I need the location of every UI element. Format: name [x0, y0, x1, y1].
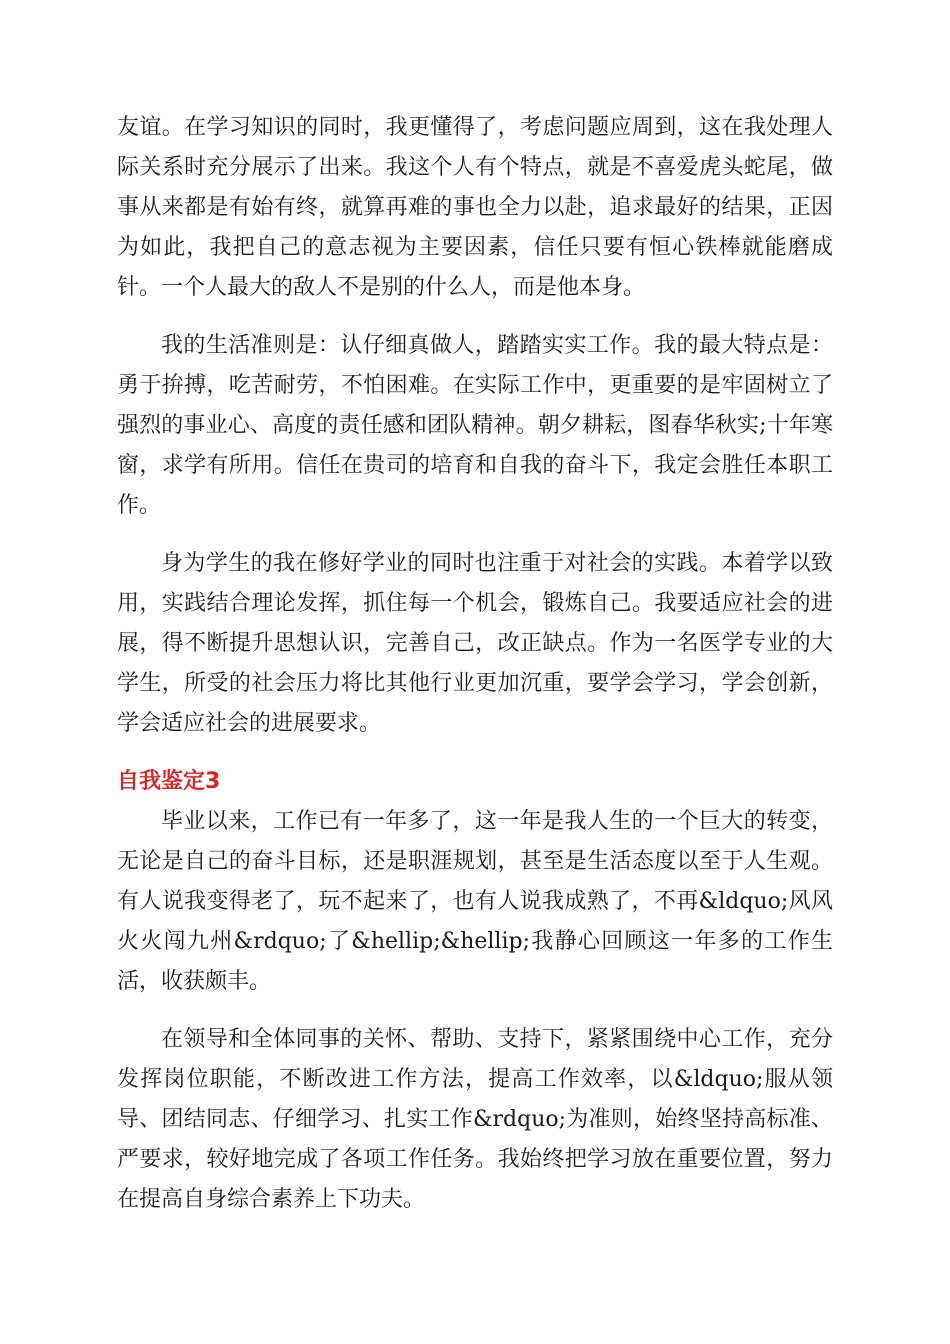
paragraph-life-principles: 我的生活准则是：认仔细真做人，踏踏实实工作。我的最大特点是：勇于拚搏，吃苦耐劳，不怕困难。在实际工作中，更重要的是牢固树立了强烈的事业心、高度的责任感和团队精神。朝夕耕耘，图春华秋实;十年寒窗，求学有所用。信任在贵司的培育和自我的奋斗下，我定会胜任本职工作。 — [117, 333, 833, 518]
paragraph-continued: 友谊。在学习知识的同时，我更懂得了，考虑问题应周到，这在我处理人际关系时充分展示了出来。我这个人有个特点，就是不喜爱虎头蛇尾，做事从来都是有始有终，就算再难的事也全力以赴，追求最好的结果，正因为如此，我把自己的意志视为主要因素，信任只要有恒心铁棒就能磨成针。一个人最大的敌人不是别的什么人，而是他本身。 — [117, 115, 833, 300]
paragraph-work-performance: 在领导和全体同事的关怀、帮助、支持下，紧紧围绕中心工作，充分发挥岗位职能，不断改进工作方法，提高工作效率，以&ldquo;服从领导、团结同志、仔细学习、扎实工作&rdquo;为准则，始终坚持高标准、严要求，较好地完成了各项工作任务。我始终把学习放在重要位置，努力在提高自身综合素养上下功夫。 — [117, 1027, 833, 1212]
section-heading: 自我鉴定3 — [117, 769, 221, 794]
paragraph-social-practice: 身为学生的我在修好学业的同时也注重于对社会的实践。本着学以致用，实践结合理论发挥，抓住每一个机会，锻炼自己。我要适应社会的进展，得不断提升思想认识，完善自己，改正缺点。作为一名医学专业的大学生，所受的社会压力将比其他行业更加沉重，要学会学习，学会创新，学会适应社会的进展要求。 — [117, 551, 833, 736]
document-body — [117, 108, 833, 1238]
paragraph-since-graduation: 毕业以来，工作已有一年多了，这一年是我人生的一个巨大的转变，无论是自己的奋斗目标，还是职涯规划，甚至是生活态度以至于人生观。有人说我变得老了，玩不起来了，也有人说我成熟了，不再&ldquo;风风火火闯九州&rdquo;了&hellip;&hellip;我静心回顾这一年多的工作生活，收获颇丰。 — [117, 809, 833, 994]
